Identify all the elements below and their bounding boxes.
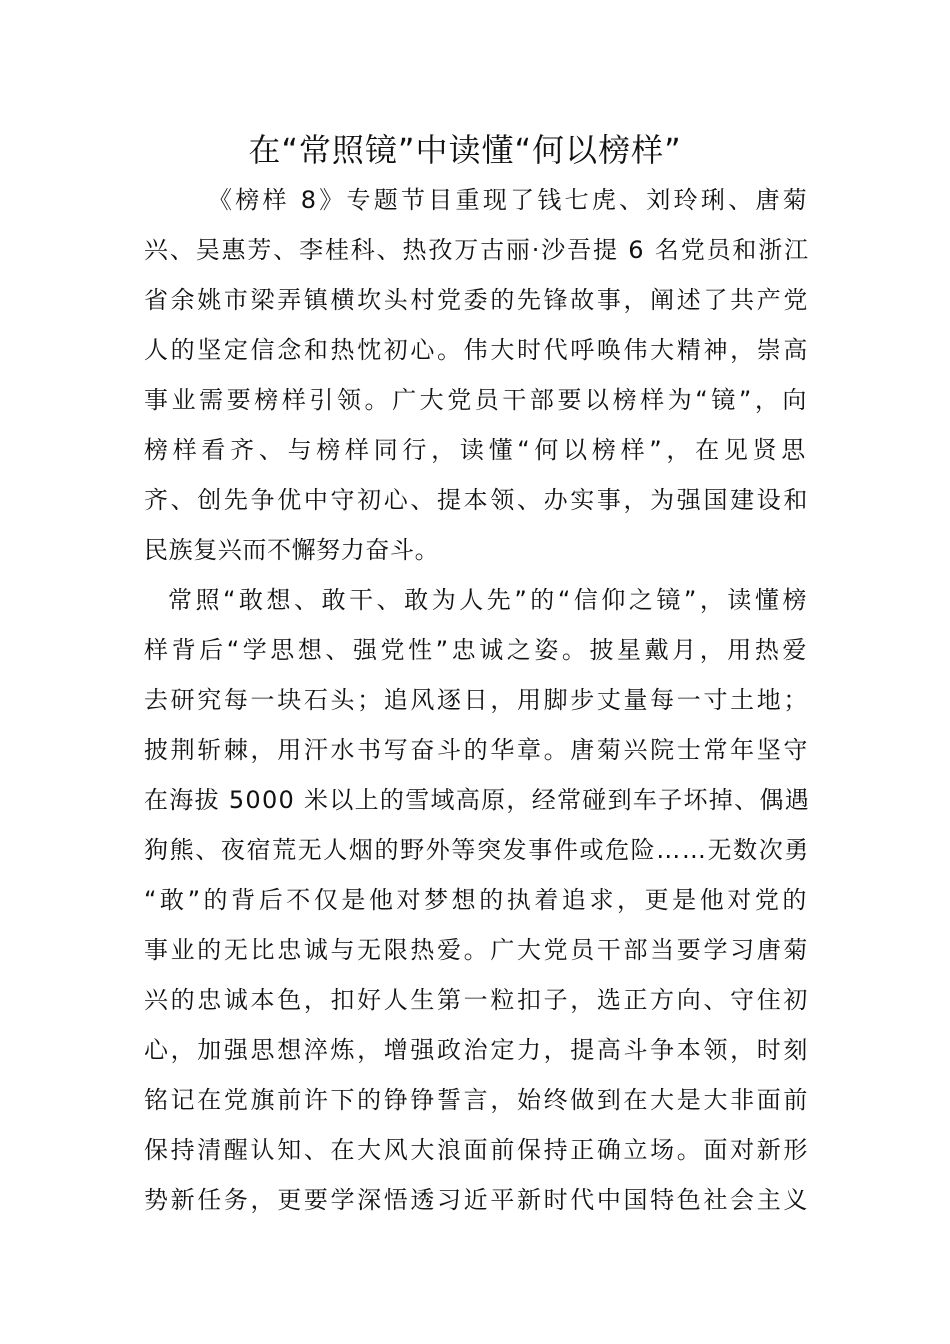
paragraph-line: 《榜样 8》专题节目重现了钱七虎、刘玲琍、唐菊 bbox=[208, 186, 810, 214]
paragraph-line: 常照“敢想、敢干、敢为人先”的“信仰之镜”，读懂榜 bbox=[168, 586, 810, 614]
paragraph-line: 势新任务，更要学深悟透习近平新时代中国特色社会主义 bbox=[144, 1186, 810, 1214]
paragraph-line: 事业需要榜样引领。广大党员干部要以榜样为“镜”，向 bbox=[144, 386, 810, 414]
paragraph-line: 榜样看齐、与榜样同行，读懂“何以榜样”，在见贤思 bbox=[144, 436, 810, 464]
paragraph-line: 人的坚定信念和热忱初心。伟大时代呼唤伟大精神，崇高 bbox=[144, 336, 810, 364]
paragraph-line: 披荆斩棘，用汗水书写奋斗的华章。唐菊兴院士常年坚守 bbox=[144, 736, 810, 764]
paragraph-line: 铭记在党旗前许下的铮铮誓言，始终做到在大是大非面前 bbox=[144, 1086, 810, 1114]
paragraph-line: 事业的无比忠诚与无限热爱。广大党员干部当要学习唐菊 bbox=[144, 936, 810, 964]
paragraph-line: 心，加强思想淬炼，增强政治定力，提高斗争本领，时刻 bbox=[144, 1036, 810, 1064]
paragraph-line: 保持清醒认知、在大风大浪面前保持正确立场。面对新形 bbox=[144, 1136, 810, 1164]
document-title: 在“常照镜”中读懂“何以榜样” bbox=[248, 131, 682, 169]
paragraph-line: 去研究每一块石头；追风逐日，用脚步丈量每一寸土地； bbox=[144, 686, 810, 714]
paragraph-line: “敢”的背后不仅是他对梦想的执着追求，更是他对党的 bbox=[144, 886, 810, 914]
paragraph-line: 省余姚市梁弄镇横坎头村党委的先锋故事，阐述了共产党 bbox=[144, 286, 810, 314]
paragraph-line: 在海拔 5000 米以上的雪域高原，经常碰到车子坏掉、偶遇 bbox=[144, 786, 810, 814]
paragraph-line: 样背后“学思想、强党性”忠诚之姿。披星戴月，用热爱 bbox=[144, 636, 810, 664]
paragraph-line: 齐、创先争优中守初心、提本领、办实事，为强国建设和 bbox=[144, 486, 810, 514]
paragraph-line: 民族复兴而不懈努力奋斗。 bbox=[144, 536, 440, 564]
paragraph-line: 狗熊、夜宿荒无人烟的野外等突发事件或危险……无数次勇 bbox=[144, 836, 810, 864]
paragraph-line: 兴、吴惠芳、李桂科、热孜万古丽·沙吾提 6 名党员和浙江 bbox=[144, 236, 810, 264]
paragraph-line: 兴的忠诚本色，扣好人生第一粒扣子，选正方向、守住初 bbox=[144, 986, 810, 1014]
